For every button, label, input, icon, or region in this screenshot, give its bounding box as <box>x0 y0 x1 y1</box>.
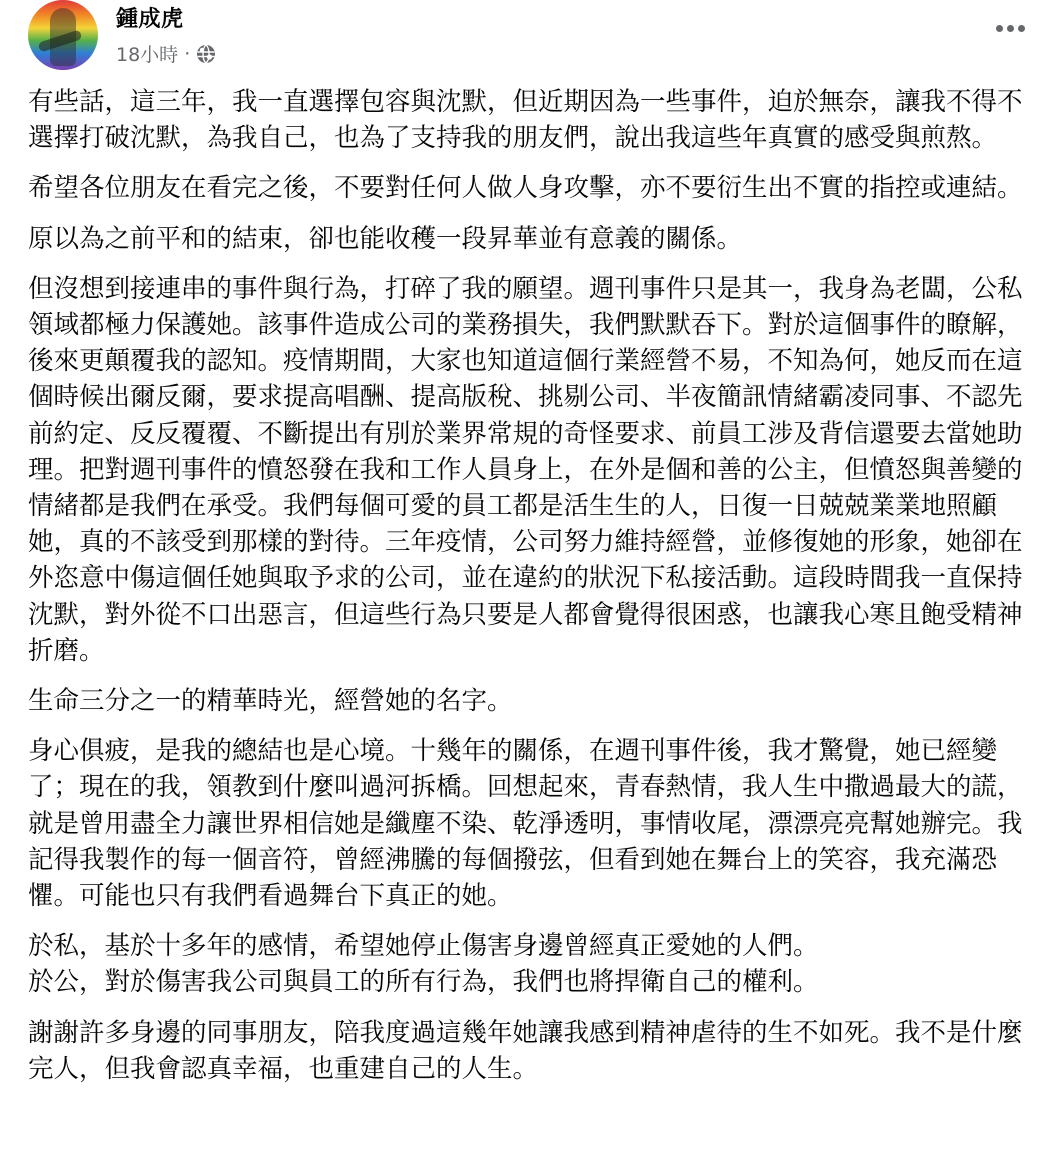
post-paragraph: 身心俱疲，是我的總結也是心境。十幾年的關係，在週刊事件後，我才驚覺，她已經變了；現在的我，領教到什麼叫過河拆橋。回想起來，青春熱情，我人生中撒過最大的謊，就是曾用盡全力讓世界相信她是纖塵不染、乾淨透明，事情收尾，漂漂亮亮幫她辦完。我記得我製作的每一個音符，曾經沸騰的每個撥弦，但看到她在舞台上的笑容，我充滿恐懼。可能也只有我們看過舞台下真正的她。 <box>28 736 1023 912</box>
more-options-button[interactable] <box>988 10 1032 46</box>
more-horizontal-icon <box>1018 25 1025 32</box>
post-paragraph: 有些話，這三年，我一直選擇包容與沈默，但近期因為一些事件，迫於無奈，讓我不得不選擇打破沈默，為我自己，也為了支持我的朋友們，說出我這些年真實的感受與煎熬。 <box>28 87 1023 154</box>
avatar[interactable] <box>28 0 98 70</box>
author-name[interactable]: 鍾成虎 <box>116 7 184 32</box>
post-timestamp[interactable]: 18小時 <box>116 44 179 66</box>
post-header <box>28 0 1032 72</box>
post-meta <box>116 40 216 67</box>
post-paragraph: 生命三分之一的精華時光，經營她的名字。 <box>28 686 513 717</box>
more-horizontal-icon <box>996 25 1003 32</box>
post-paragraph: 但沒想到接連串的事件與行為，打碎了我的願望。週刊事件只是其一，我身為老闆，公私領域都極力保護她。該事件造成公司的業務損失，我們默默吞下。對於這個事件的瞭解，後來更顛覆我的認知。疫情期間，大家也知道這個行業經營不易，不知為何，她反而在這個時候出爾反爾，要求提高唱酬、提高版稅、挑剔公司、半夜簡訊情緒霸凌同事、不認先前約定、反反覆覆、不斷提出有別於業界常規的奇怪要求、前員工涉及背信還要去當她助理。把對週刊事件的憤怒發在我和工作人員身上，在外是個和善的公主，但憤怒與善變的情緒都是我們在承受。我們每個可愛的員工都是活生生的人，日復一日兢兢業業地照顧她，真的不該受到那樣的對待。三年疫情，公司努力維持經營，並修復她的形象，她卻在外恣意中傷這個任她與取予求的公司，並在違約的狀況下私接活動。這段時間我一直保持沈默，對外從不口出惡言，但這些行為只要是人都會覺得很困惑，也讓我心寒且飽受精神折磨。 <box>28 273 1023 666</box>
post-paragraph: 原以為之前平和的結束，卻也能收穫一段昇華並有意義的關係。 <box>28 223 743 254</box>
post-paragraph: 希望各位朋友在看完之後，不要對任何人做人身攻擊，亦不要衍生出不實的指控或連結。 <box>28 173 1023 204</box>
post-paragraph: 謝謝許多身邊的同事朋友，陪我度過這幾年她讓我感到精神虐待的生不如死。我不是什麼完人，但我會認真幸福，也重建自己的人生。 <box>28 1017 1023 1084</box>
post-body <box>28 84 1030 1101</box>
meta-separator: · <box>184 42 191 65</box>
more-horizontal-icon <box>1007 25 1014 32</box>
post-paragraph: 於私，基於十多年的感情，希望她停止傷害身邊曾經真正愛她的人們。 於公，對於傷害我公司與員工的所有行為，我們也將捍衛自己的權利。 <box>28 931 819 998</box>
globe-icon[interactable] <box>196 44 216 64</box>
